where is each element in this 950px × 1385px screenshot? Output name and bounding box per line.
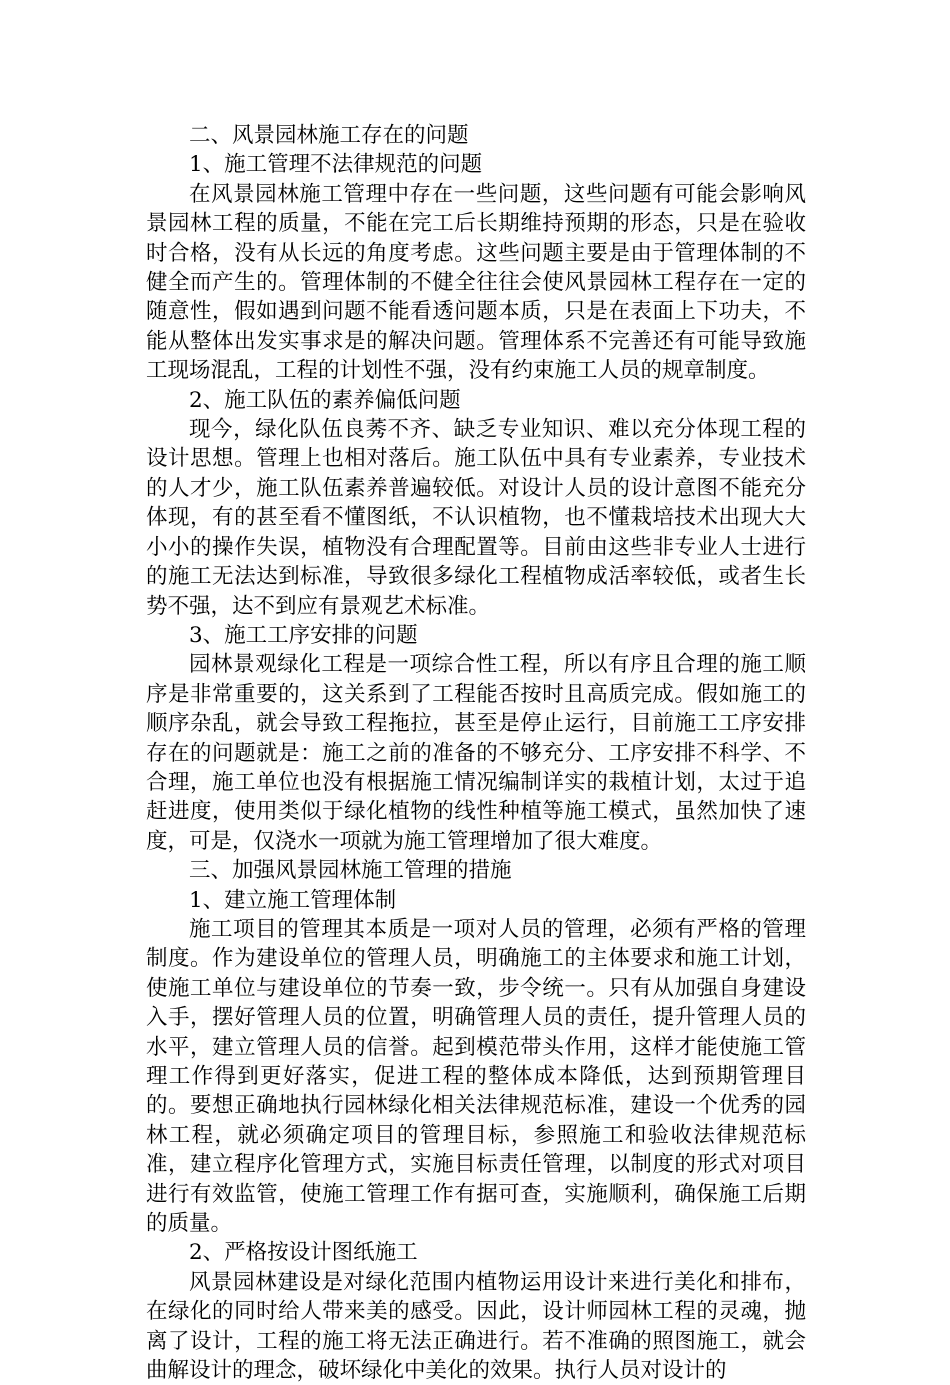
subheading-team-quality: 2、施工队伍的素养偏低问题 — [189, 387, 461, 413]
paragraph-management-system: 施工项目的管理其本质是一项对人员的管理，必须有严格的管理制度。作为建设单位的管理人员，明确施工的主体要求和施工计划，使施工单位与建设单位的节奏一致，步令统一。只有从加强自身建设入手，摆好管理人员的位置，明确管理人员的责任，提升管理人员的水平，建立管理人员的信誉。起到模范带头作用，这样才能使施工管理工作得到更好落实，促进工程的整体成本降低，达到预期管理目的。要想正确地执行园林绿化相关法律规范标准，建设一个优秀的园林工程，就必须确定项目的管理目标，参照施工和验收法律规范标准，建立程序化管理方式，实施目标责任管理，以制度的形式对项目进行有效监管，使施工管理工作有据可查，实施顺利，确保施工后期的质量。 — [146, 916, 806, 1237]
paragraph-team-quality: 现今，绿化队伍良莠不齐、缺乏专业知识、难以充分体现工程的设计思想。管理上也相对落后。施工队伍中具有专业素养，专业技术的人才少，施工队伍素养普遍较低。对设计人员的设计意图不能充分体现，有的甚至看不懂图纸，不认识植物，也不懂栽培技术出现大大小小的操作失误，植物没有合理配置等。目前由这些非专业人士进行的施工无法达到标准，导致很多绿化工程植物成活率较低，或者生长势不强，达不到应有景观艺术标准。 — [146, 417, 806, 619]
section-heading-problems: 二、风景园林施工存在的问题 — [189, 123, 469, 148]
subheading-management-standards: 1、施工管理不法律规范的问题 — [189, 152, 483, 178]
document-page — [146, 121, 806, 1385]
paragraph-management-standards: 在风景园林施工管理中存在一些问题，这些问题有可能会影响风景园林工程的质量，不能在完工后长期维持预期的形态，只是在验收时合格，没有从长远的角度考虑。这些问题主要是由于管理体制的不健全而产生的。管理体制的不健全往往会使风景园林工程存在一定的随意性，假如遇到问题不能看透问题本质，只是在表面上下功夫，不能从整体出发实事求是的解决问题。管理体系不完善还有可能导致施工现场混乱，工程的计划性不强，没有约束施工人员的规章制度。 — [146, 181, 806, 384]
section-heading-measures: 三、加强风景园林施工管理的措施 — [189, 858, 512, 884]
paragraph-design-drawings: 风景园林建设是对绿化范围内植物运用设计来进行美化和排布，在绿化的同时给人带来美的感受。因此，设计师园林工程的灵魂，抛离了设计，工程的施工将无法正确进行。若不准确的照图施工，就会曲解设计的理念，破坏绿化中美化的效果。执行人员对设计的 — [146, 1269, 806, 1384]
subheading-management-system: 1、建立施工管理体制 — [189, 887, 397, 913]
subheading-process-arrangement: 3、施工工序安排的问题 — [189, 622, 418, 648]
paragraph-process-arrangement: 园林景观绿化工程是一项综合性工程，所以有序且合理的施工顺序是非常重要的，这关系到了工程能否按时且高质完成。假如施工的顺序杂乱，就会导致工程拖拉，甚至是停止运行，目前施工工序安排存在的问题就是：施工之前的准备的不够充分、工序安排不科学、不合理，施工单位也没有根据施工情况编制详实的栽植计划，太过于追赶进度，使用类似于绿化植物的线性种植等施工模式，虽然加快了速度，可是，仅浇水一项就为施工管理增加了很大难度。 — [146, 652, 806, 854]
subheading-design-drawings: 2、严格按设计图纸施工 — [189, 1240, 418, 1266]
